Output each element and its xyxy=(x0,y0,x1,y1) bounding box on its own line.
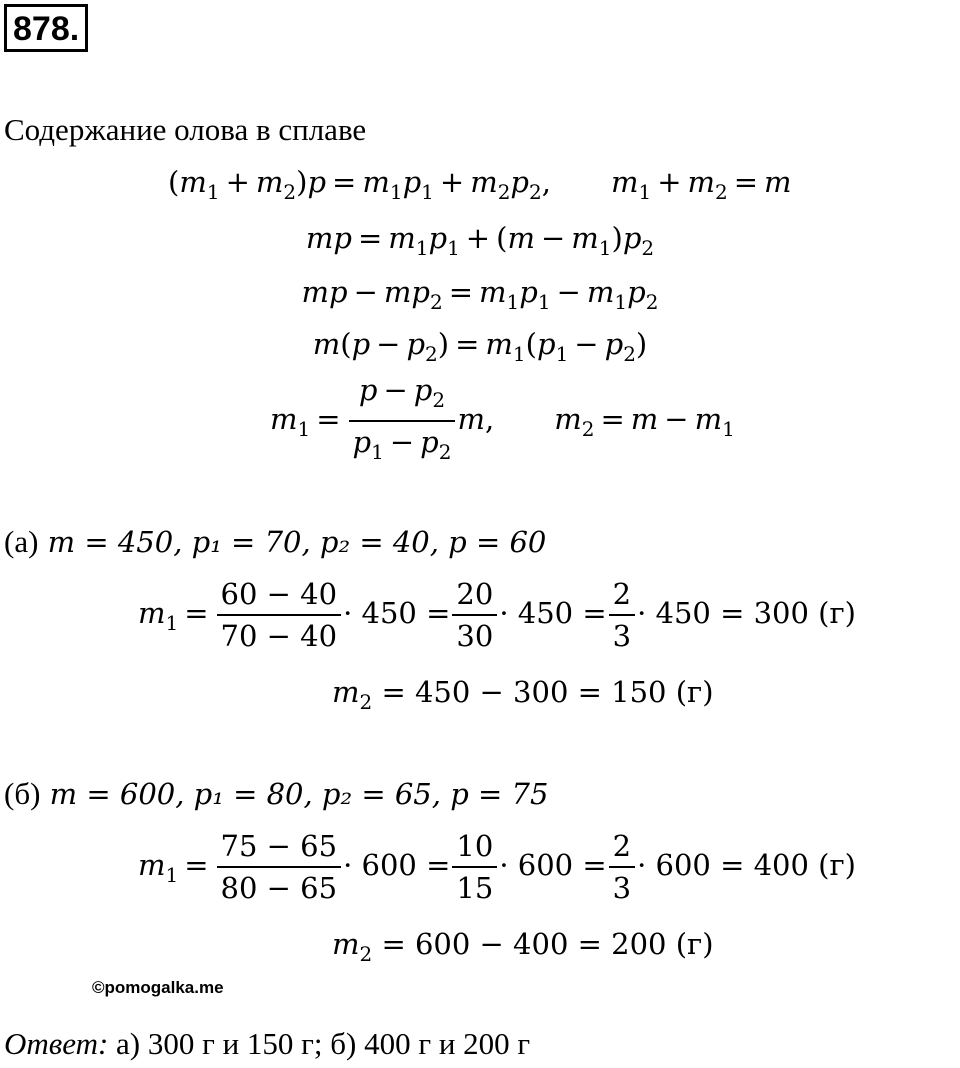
part-a-conditions: (а) m = 450, p₁ = 70, p₂ = 40, p = 60 xyxy=(4,524,547,559)
answer-label: Ответ: xyxy=(4,1026,109,1061)
part-b-m1: $m_1$ = $\frac{75 - 65}{80 - 65}$ · 600 = $\frac{10}{15}$ · 600 = $\frac{2}{3}$ · 600 = 400 (г) xyxy=(138,826,856,908)
answer-text: а) 300 г и 150 г; б) 400 г и 200 г xyxy=(116,1026,531,1061)
part-a-m2: $m_2 = 450 - 300 = 150$ (г) xyxy=(332,675,714,714)
formula-line-5: $m_1$ = $\frac{p - p_2}{p_1 - p_2}$ m, $m_2 = m - m_1$ xyxy=(270,370,735,472)
part-b-conditions: (б) m = 600, p₁ = 80, p₂ = 65, p = 75 xyxy=(4,776,549,811)
watermark: ©pomogalka.me xyxy=(92,978,224,997)
intro-text: Содержание олова в сплаве xyxy=(4,112,367,147)
formula-line-3: mp − $mp_2 = m_1p_1 - m_1p_2$ xyxy=(301,275,659,314)
formula-line-4: $m(p - p_2) = m_1(p_1 - p_2)$ xyxy=(312,327,648,366)
problem-number: 878. xyxy=(4,4,88,52)
part-a-m1: $m_1$ = $\frac{60 - 40}{70 - 40}$ · 450 = $\frac{20}{30}$ · 450 = $\frac{2}{3}$ · 450 = 300 (г) xyxy=(138,574,856,656)
answer-line xyxy=(4,1026,530,1062)
part-b-m2: $m_2 = 600 - 400 = 200$ (г) xyxy=(332,927,714,966)
formula-line-2: mp = $m_1p_1 + (m - m_1)p_2$ xyxy=(305,221,655,260)
formula-line-1: $(m_1 + m_2)p = m_1p_1 + m_2p_2$, $m_1 + m_2 = m$ xyxy=(168,165,792,204)
